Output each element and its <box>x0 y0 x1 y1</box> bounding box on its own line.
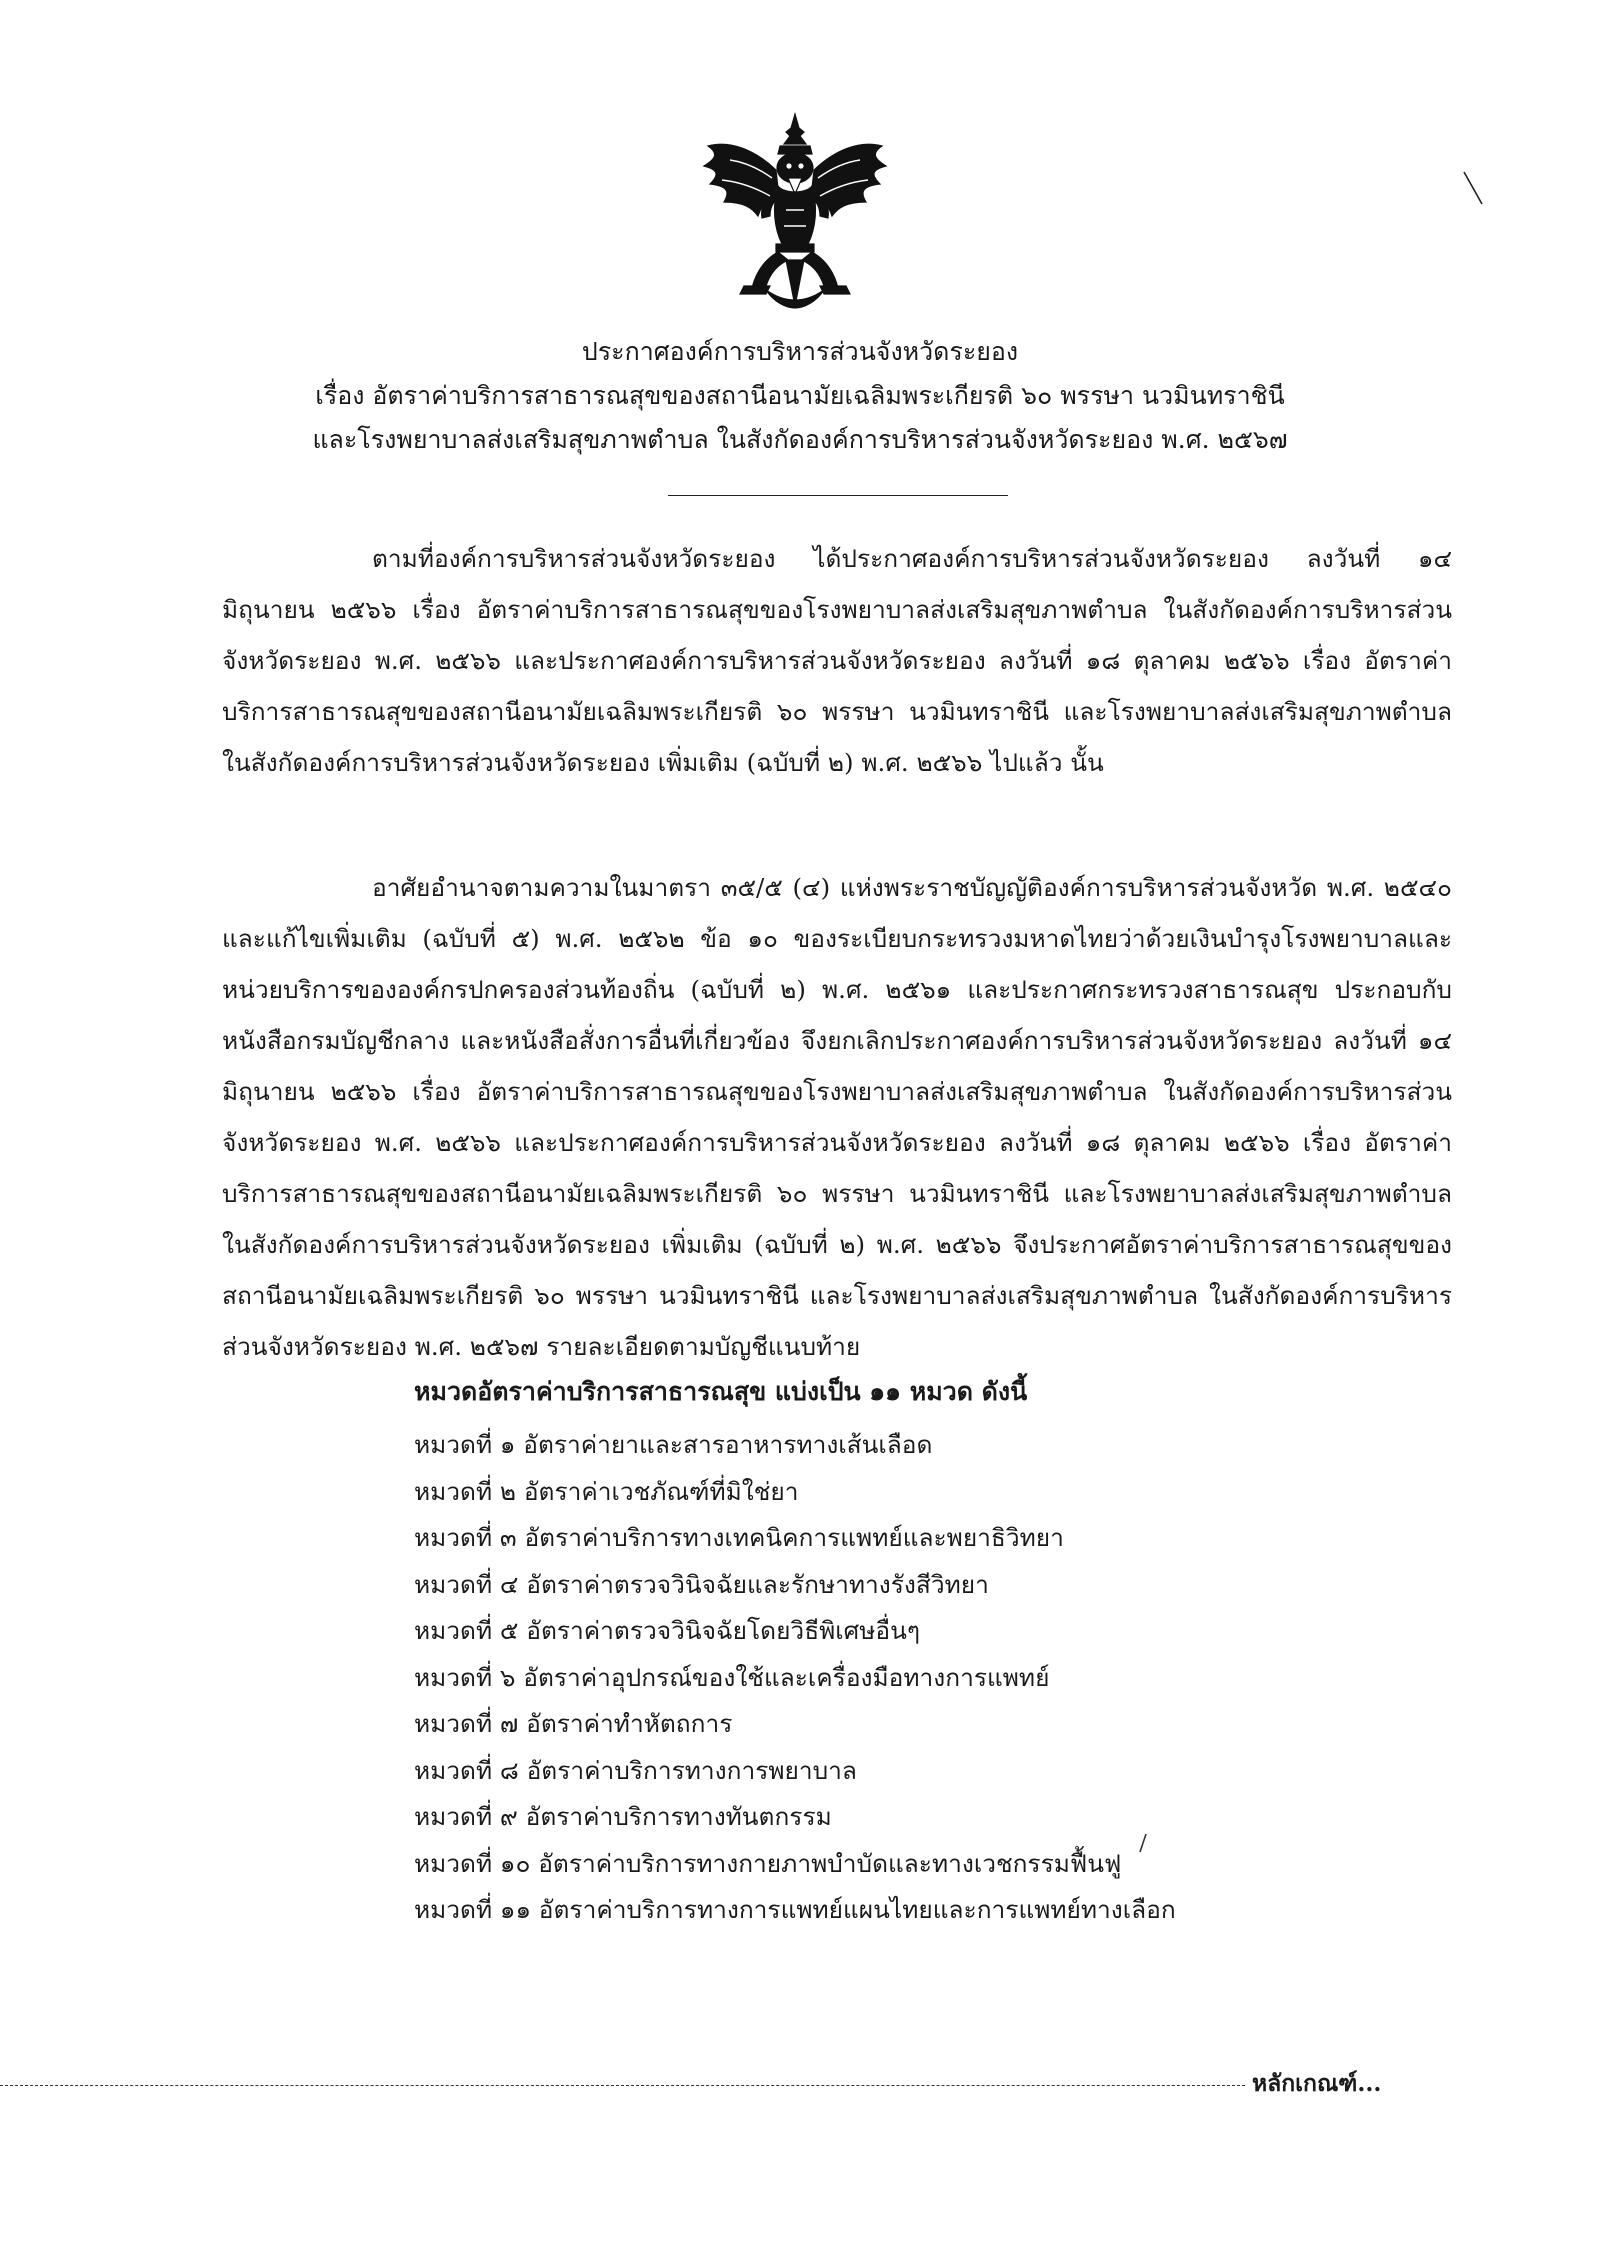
scan-mark-icon <box>1462 170 1486 206</box>
continuation-label: หลักเกณฑ์... <box>1252 2070 1382 2097</box>
header-divider <box>668 495 1008 496</box>
category-list <box>414 1422 1176 1934</box>
document-header <box>200 330 1400 462</box>
category-item: หมวดที่ ๘ อัตราค่าบริการทางการพยาบาล <box>414 1755 857 1785</box>
body-paragraph-1: ตามที่องค์การบริหารส่วนจังหวัดระยอง ได้ประกาศองค์การบริหารส่วนจังหวัดระยอง ลงวันที่ ๑๔ มิถุนายน ๒๕๖๖ เรื่อง อัตราค่าบริการสาธารณสุขของโรงพยาบาลส่งเสริมสุขภาพตำบล ในสังกัดองค์การบริหารส่วนจังหวัดระยอง พ.ศ. ๒๕๖๖ และประกาศองค์การบริหารส่วนจังหวัดระยอง ลงวันที่ ๑๘ ตุลาคม ๒๕๖๖ เรื่อง อัตราค่าบริการสาธารณสุขของสถานีอนามัยเฉลิมพระเกียรติ ๖๐ พรรษา นวมินทราชินี และโรงพยาบาลส่งเสริมสุขภาพตำบล ในสังกัดองค์การบริหารส่วนจังหวัดระยอง เพิ่มเติม (ฉบับที่ ๒) พ.ศ. ๒๕๖๖ ไปแล้ว นั้น <box>222 544 1452 777</box>
category-item: หมวดที่ ๒ อัตราค่าเวชภัณฑ์ที่มิใช่ยา <box>414 1476 799 1506</box>
category-item: หมวดที่ ๙ อัตราค่าบริการทางทันตกรรม <box>414 1802 832 1831</box>
subject-line-continued: และโรงพยาบาลส่งเสริมสุขภาพตำบล ในสังกัดองค์การบริหารส่วนจังหวัดระยอง พ.ศ. ๒๕๖๗ <box>312 425 1288 454</box>
category-item: หมวดที่ ๑๐ อัตราค่าบริการทางกายภาพบำบัดและทางเวชกรรมฟื้นฟู <box>414 1848 1122 1878</box>
category-item: หมวดที่ ๗ อัตราค่าทำหัตถการ <box>414 1709 733 1738</box>
categories-heading: หมวดอัตราค่าบริการสาธารณสุข แบ่งเป็น ๑๑ หมวด ดังนี้ <box>414 1377 1028 1406</box>
footer-dashed-line <box>0 2085 1245 2086</box>
garuda-emblem-icon <box>700 110 890 310</box>
announcement-title: ประกาศองค์การบริหารส่วนจังหวัดระยอง <box>581 337 1019 366</box>
body-paragraph-2: อาศัยอำนาจตามความในมาตรา ๓๕/๕ (๔) แห่งพระราชบัญญัติองค์การบริหารส่วนจังหวัด พ.ศ. ๒๕๔๐ และแก้ไขเพิ่มเติม (ฉบับที่ ๕) พ.ศ. ๒๕๖๒ ข้อ ๑๐ ของระเบียบกระทรวงมหาดไทยว่าด้วยเงินบำรุงโรงพยาบาลและหน่วยบริการขององค์กรปกครองส่วนท้องถิ่น (ฉบับที่ ๒) พ.ศ. ๒๕๖๑ และประกาศกระทรวงสาธารณสุข ประกอบกับหนังสือกรมบัญชีกลาง และหนังสือสั่งการอื่นที่เกี่ยวข้อง จึงยกเลิกประกาศองค์การบริหารส่วนจังหวัดระยอง ลงวันที่ ๑๔ มิถุนายน ๒๕๖๖ เรื่อง อัตราค่าบริการสาธารณสุขของโรงพยาบาลส่งเสริมสุขภาพตำบล ในสังกัดองค์การบริหารส่วนจังหวัดระยอง พ.ศ. ๒๕๖๖ และประกาศองค์การบริหารส่วนจังหวัดระยอง ลงวันที่ ๑๘ ตุลาคม ๒๕๖๖ เรื่อง อัตราค่าบริการสาธารณสุขของสถานีอนามัยเฉลิมพระเกียรติ ๖๐ พรรษา นวมินทราชินี และโรงพยาบาลส่งเสริมสุขภาพตำบล ในสังกัดองค์การบริหารส่วนจังหวัดระยอง เพิ่มเติม (ฉบับที่ ๒) พ.ศ. ๒๕๖๖ จึงประกาศอัตราค่าบริการสาธารณสุขของสถานีอนามัยเฉลิมพระเกียรติ ๖๐ พรรษา นวมินทราชินี และโรงพยาบาลส่งเสริมสุขภาพตำบล ในสังกัดองค์การบริหารส่วนจังหวัดระยอง พ.ศ. ๒๕๖๗ รายละเอียดตามบัญชีแนบท้าย <box>222 873 1452 1361</box>
category-item: หมวดที่ ๑ อัตราค่ายาและสารอาหารทางเส้นเลือด <box>414 1430 933 1459</box>
category-item: หมวดที่ ๑๑ อัตราค่าบริการทางการแพทย์แผนไทยและการแพทย์ทางเลือก <box>414 1895 1176 1924</box>
category-item: หมวดที่ ๖ อัตราค่าอุปกรณ์ของใช้และเครื่องมือทางการแพทย์ <box>414 1662 1050 1692</box>
category-item: หมวดที่ ๓ อัตราค่าบริการทางเทคนิคการแพทย์และพยาธิวิทยา <box>414 1523 1064 1552</box>
category-item: หมวดที่ ๕ อัตราค่าตรวจวินิจฉัยโดยวิธีพิเศษอื่นๆ <box>414 1616 920 1645</box>
pen-mark-icon <box>1136 1832 1150 1854</box>
subject-line: เรื่อง อัตราค่าบริการสาธารณสุขของสถานีอนามัยเฉลิมพระเกียรติ ๖๐ พรรษา นวมินทราชินี <box>315 381 1285 410</box>
category-item: หมวดที่ ๔ อัตราค่าตรวจวินิจฉัยและรักษาทางรังสีวิทยา <box>414 1569 989 1599</box>
